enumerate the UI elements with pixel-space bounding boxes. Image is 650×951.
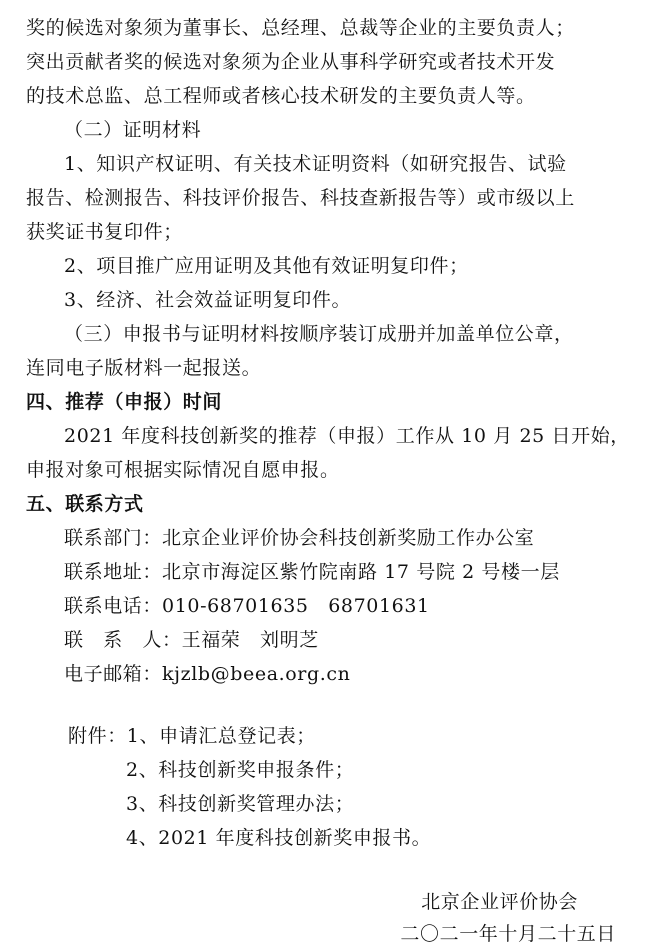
section-5-heading: 五、联系方式 — [26, 493, 144, 515]
paragraph-line: 突出贡献者奖的候选对象须为企业从事科学研究或者技术开发 — [26, 51, 556, 73]
binding-line: （三）申报书与证明材料按顺序装订成册并加盖单位公章， — [64, 323, 574, 345]
signature-date: 二〇二一年十月二十五日 — [400, 923, 616, 945]
attachment-item: 2、科技创新奖申报条件； — [126, 759, 355, 781]
attachment-item: 4、2021 年度科技创新奖申报书。 — [126, 827, 432, 849]
paragraph-line: 奖的候选对象须为董事长、总经理、总裁等企业的主要负责人； — [26, 17, 575, 39]
attachment-item: 3、科技创新奖管理办法； — [126, 793, 355, 815]
binding-line: 连同电子版材料一起报送。 — [26, 357, 262, 379]
materials-item-1-line: 报告、检测报告、科技评价报告、科技查新报告等）或市级以上 — [26, 187, 575, 209]
contact-person: 联 系 人：王福荣 刘明芝 — [64, 629, 319, 651]
contact-phone: 联系电话：010-68701635 68701631 — [64, 595, 430, 617]
attachment-item-1: 附件：1、申请汇总登记表； — [68, 725, 316, 747]
section-4-line: 申报对象可根据实际情况自愿申报。 — [26, 459, 340, 481]
section-4-heading: 四、推荐（申报）时间 — [26, 391, 223, 413]
contact-department: 联系部门：北京企业评价协会科技创新奖励工作办公室 — [64, 527, 535, 549]
contact-email: 电子邮箱：kjzlb@beea.org.cn — [64, 663, 351, 685]
materials-item-1-line: 获奖证书复印件； — [26, 221, 183, 243]
section-4-line: 2021 年度科技创新奖的推荐（申报）工作从 10 月 25 日开始， — [64, 425, 630, 447]
materials-item-1-line: 1、知识产权证明、有关技术证明资料（如研究报告、试验 — [64, 153, 567, 175]
signature-organization: 北京企业评价协会 — [421, 891, 578, 913]
materials-heading: （二）证明材料 — [64, 119, 202, 141]
materials-item-2: 2、项目推广应用证明及其他有效证明复印件； — [64, 255, 469, 277]
paragraph-line: 的技术总监、总工程师或者核心技术研发的主要负责人等。 — [26, 85, 536, 107]
materials-item-3: 3、经济、社会效益证明复印件。 — [64, 289, 352, 311]
contact-address: 联系地址：北京市海淀区紫竹院南路 17 号院 2 号楼一层 — [64, 561, 560, 583]
